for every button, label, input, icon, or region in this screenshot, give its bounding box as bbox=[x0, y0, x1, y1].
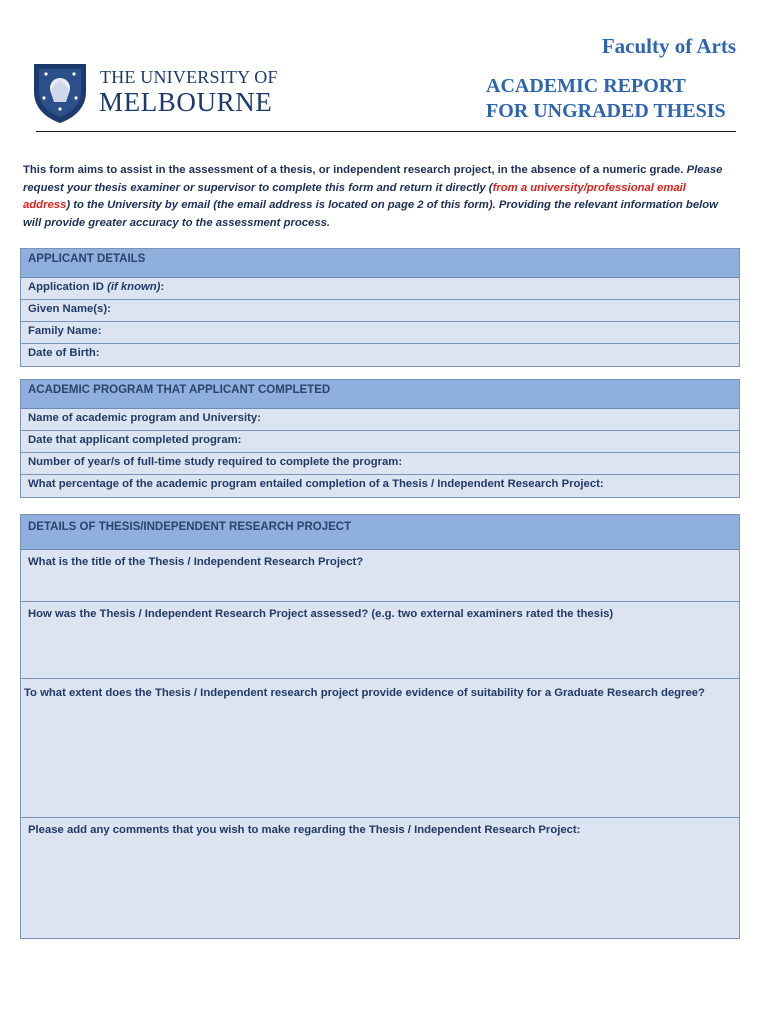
faculty-name: Faculty of Arts bbox=[601, 34, 736, 58]
header-divider bbox=[36, 131, 736, 132]
intro-text-1: This form aims to assist in the assessment of a thesis, or independent research project, in the absence of a numeric grade. bbox=[23, 164, 687, 176]
intro-text-2: Please request your thesis examiner or supervisor to complete this form and return it directly ( bbox=[23, 164, 723, 194]
applicant-details-heading: APPLICANT DETAILS bbox=[21, 249, 739, 278]
completion-date-label: Date that applicant completed program: bbox=[28, 434, 242, 446]
comments-field[interactable] bbox=[21, 818, 739, 938]
application-id-field[interactable] bbox=[21, 278, 739, 300]
application-id-label: Application ID bbox=[28, 281, 108, 293]
study-years-label: Number of year/s of full-time study required to complete the program: bbox=[28, 456, 403, 468]
university-name-line2: MELBOURNE bbox=[99, 87, 273, 117]
date-of-birth-field[interactable] bbox=[21, 344, 739, 366]
applicant-details-section bbox=[20, 248, 740, 367]
given-names-label: Given Name(s): bbox=[28, 303, 111, 315]
thesis-title-label: What is the title of the Thesis / Independent Research Project? bbox=[28, 556, 364, 568]
completion-date-field[interactable] bbox=[21, 431, 739, 453]
university-logo bbox=[30, 62, 278, 126]
comments-label: Please add any comments that you wish to make regarding the Thesis / Independent Research Project: bbox=[28, 824, 581, 836]
study-years-field[interactable] bbox=[21, 453, 739, 475]
thesis-percentage-label: What percentage of the academic program entailed completion of a Thesis / Independent Research Project: bbox=[28, 478, 604, 490]
thesis-details-section bbox=[20, 514, 740, 939]
assessment-method-field[interactable] bbox=[21, 602, 739, 679]
program-name-field[interactable] bbox=[21, 409, 739, 431]
university-crest-icon bbox=[30, 62, 90, 124]
given-names-field[interactable] bbox=[21, 300, 739, 322]
academic-program-heading: ACADEMIC PROGRAM THAT APPLICANT COMPLETED bbox=[21, 380, 739, 409]
family-name-label: Family Name: bbox=[28, 325, 102, 337]
form-title-line1: ACADEMIC REPORT bbox=[486, 75, 686, 97]
thesis-details-heading: DETAILS OF THESIS/INDEPENDENT RESEARCH PROJECT bbox=[21, 515, 739, 550]
assessment-method-label: How was the Thesis / Independent Research Project assessed? (e.g. two external examiners rated the thesis) bbox=[28, 608, 614, 620]
academic-program-section bbox=[20, 379, 740, 498]
intro-text-4: ) to the University by email (the email address is located on page 2 of this form). Providing the relevant information below will provide greater accuracy to the assessment process. bbox=[23, 199, 718, 229]
university-name-line1: THE UNIVERSITY OF bbox=[100, 67, 278, 87]
intro-paragraph bbox=[23, 162, 728, 232]
intro-text-red: from a university/professional email address bbox=[23, 181, 686, 211]
suitability-label: To what extent does the Thesis / Independent research project provide evidence of suitability for a Graduate Research degree? bbox=[24, 687, 705, 699]
thesis-percentage-field[interactable] bbox=[21, 475, 739, 497]
thesis-title-field[interactable] bbox=[21, 550, 739, 602]
date-of-birth-label: Date of Birth: bbox=[28, 347, 100, 359]
application-id-note: (if known) bbox=[107, 281, 161, 293]
family-name-field[interactable] bbox=[21, 322, 739, 344]
form-title-line2: FOR UNGRADED THESIS bbox=[486, 100, 726, 122]
suitability-field[interactable] bbox=[21, 679, 739, 818]
program-name-label: Name of academic program and University: bbox=[28, 412, 261, 424]
application-id-colon: : bbox=[160, 281, 165, 293]
